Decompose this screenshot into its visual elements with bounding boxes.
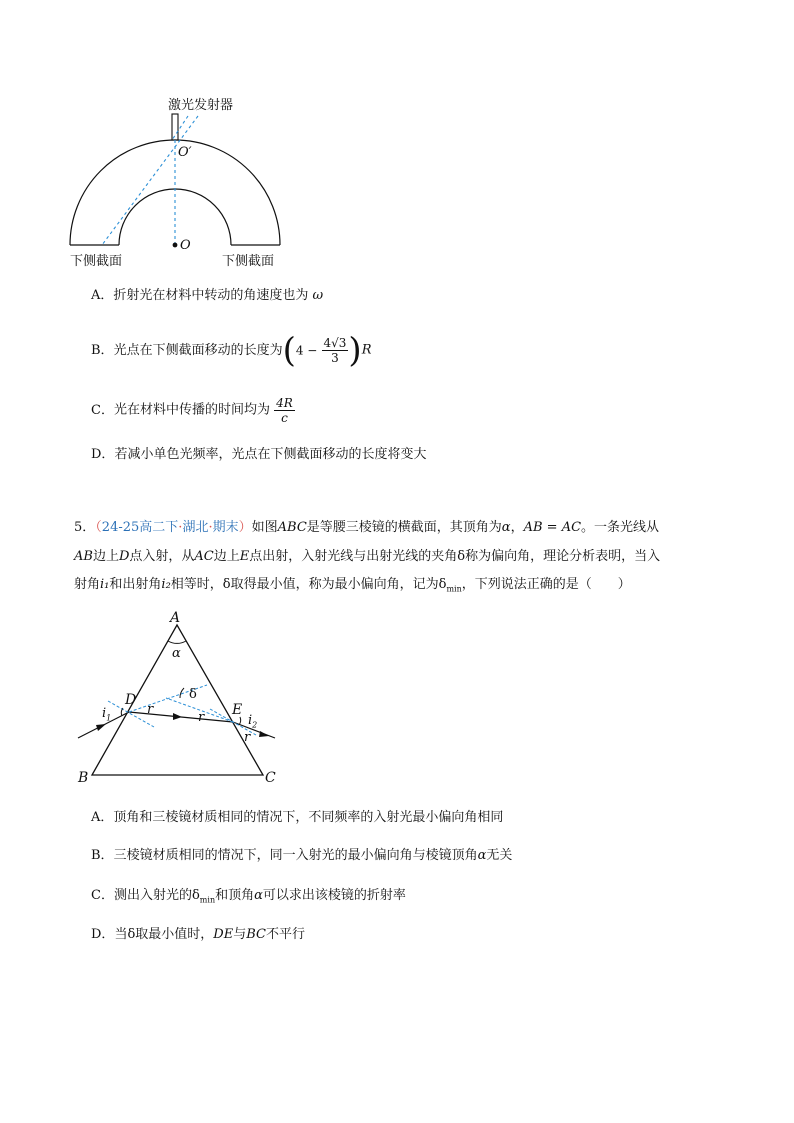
point-d-label: D (125, 692, 137, 708)
fraction-denominator: c (281, 411, 288, 425)
q5-option-d: D．当δ取最小值时，DE与BC不平行 (91, 927, 305, 942)
q5-line-3: 射角i₁和出射角i₂相等时，δ取得最小值，称为最小偏向角，记为$\delta_{min}$，下列说法正确的是（ ） (74, 577, 631, 594)
vertex-b-label: B (78, 770, 89, 786)
r-label-d: r (147, 702, 154, 717)
left-section-label: 下侧截面 (70, 254, 123, 269)
option-letter: B． (91, 343, 114, 358)
center-point-o (173, 243, 178, 248)
apex-angle-arc (168, 641, 186, 643)
right-paren: ) (348, 330, 362, 371)
outer-arc (70, 140, 280, 245)
vertex-c-label: C (265, 770, 276, 786)
option-letter: D． (91, 447, 115, 462)
fraction-numerator: 4R (276, 396, 293, 410)
left-paren: ( (282, 330, 296, 371)
i1-label: $i_1$ (102, 706, 112, 723)
option-text: 若减小单色光频率，光点在下侧截面移动的长度将变大 (114, 447, 427, 462)
q4-option-d (91, 445, 426, 465)
o-label: O (180, 238, 191, 253)
option-text: 光点在下侧截面移动的长度为 (113, 343, 283, 358)
source-tag: （24-25高二下·湖北·期末） (95, 520, 252, 535)
right-section-label: 下侧截面 (222, 254, 275, 269)
omega-symbol: ω (312, 288, 324, 303)
q5-option-c: C．测出入射光的$\delta_{min}$和顶角α可以求出该棱镜的折射率 (91, 888, 406, 905)
figure-prism (70, 605, 300, 795)
r-label-e: r (244, 730, 251, 745)
laser-emitter-label: 激光发射器 (168, 98, 234, 113)
q5-line-2: AB边上D点入射，从AC边上E点出射，入射光线与出射光线的夹角δ称为偏向角，理论分析表明，当入 (74, 549, 661, 564)
emergent-arrow (259, 731, 269, 737)
i2-label: $i_2$ (248, 713, 258, 730)
fraction-numerator: 4√3 (323, 336, 347, 350)
fraction-denominator: 3 (331, 351, 339, 365)
laser-emitter (172, 114, 178, 140)
expr-left: 4 − (295, 343, 318, 358)
i2-arc (239, 717, 241, 725)
q4-option-b (91, 330, 372, 371)
slanted-dashed-beam (102, 116, 198, 245)
option-letter: A． (91, 288, 114, 303)
alpha-label: α (172, 646, 181, 661)
option-text: 光在材料中传播的时间均为 (113, 402, 270, 418)
incident-arrow (96, 724, 106, 731)
q4-option-a (91, 286, 323, 306)
option-text: 折射光在材料中转动的角速度也为 (113, 288, 309, 303)
point-e-label: E (232, 702, 243, 718)
q5-line-1: 5．（24-25高二下·湖北·期末）如图ABC是等腰三棱镜的横截面，其顶角为α，AB = AC。一条光线从 (74, 520, 660, 535)
vertex-a-label: A (170, 610, 181, 626)
fraction-4root3-over-3 (322, 336, 349, 365)
q4-option-c (91, 396, 295, 425)
o-prime-label: O′ (178, 145, 192, 160)
question-number: 5． (74, 520, 96, 535)
r-label-mid: r (198, 710, 205, 725)
fraction-4r-over-c (274, 396, 295, 425)
q5-option-a: A．顶角和三棱镜材质相同的情况下，不同频率的入射光最小偏向角相同 (91, 810, 504, 825)
q5-option-b: B．三棱镜材质相同的情况下，同一入射光的最小偏向角与棱镜顶角α无关 (91, 848, 513, 863)
option-letter: C． (91, 403, 114, 418)
refracted-arrow (173, 713, 182, 720)
beam-extension (172, 116, 188, 140)
delta-label: δ (189, 687, 197, 702)
variable-r: R (361, 342, 372, 358)
